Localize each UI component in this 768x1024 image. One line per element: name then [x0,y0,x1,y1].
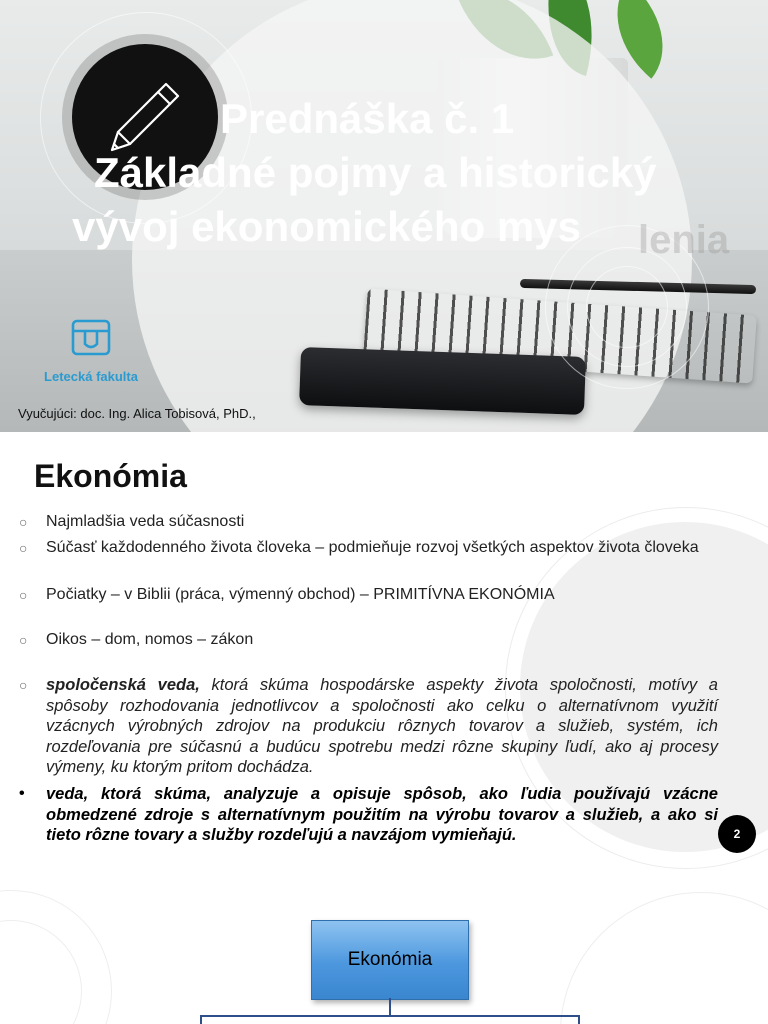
definition-item [19,675,718,778]
list-item [19,585,718,605]
list-item-text: Oikos – dom, nomos – zákon [46,631,254,648]
bullet-icon: ○ [19,514,28,530]
list-item-text: Najmladšia veda súčasnosti [46,513,245,530]
bullet-icon: • [19,785,25,802]
definition-item [19,784,718,846]
definition-text: ktorá skúma hospodárske aspekty života spoločnosti, motívy a spôsoby rozhodovania jednotlivcov a spoločnosti ako celku o alternatívnom využití vzácnych výrobných zdrojov na produkciu rôznych tovarov a služieb, systém, ich rozdeľovania pre súčasnú a budúcu spotrebu medzi rôzne skupiny ľudí, ako aj procesy výmeny, ku ktorým pritom dochádza. [46,676,718,776]
title-line-2: Základné pojmy a historický [94,149,657,196]
list-item [19,630,718,650]
title-line-1: Prednáška č. 1 [220,95,515,142]
bullet-icon: ○ [19,632,28,648]
content-slide [0,432,768,1024]
title-line-3: vývoj ekonomického mys [72,203,581,250]
smartphone [299,347,586,415]
bullet-icon: ○ [19,677,28,693]
list-item [19,512,718,532]
title-slide [0,0,768,432]
diagram-connector [578,1015,580,1024]
diagram-root-node: Ekonómia [311,920,469,1000]
definition-text: veda, ktorá skúma, analyzuje a opisuje spôsob, ako ľudia používajú vzácne obmedzené zdroje s alternatívnym použitím na výrobu tovarov a služieb, a ako si tieto rôzne tovary a služby rozdeľujú a navzájom vymieňajú. [46,785,718,844]
bullet-icon: ○ [19,540,28,556]
list-item [19,538,718,558]
diagram-connector [200,1015,202,1024]
list-item-text: Súčasť každodenného života človeka – podmieňuje rozvoj všetkých aspektov života človeka [46,539,699,556]
decorative-ring [560,892,768,1024]
diagram-connector [200,1015,580,1017]
faculty-name: Letecká fakulta [44,369,138,384]
list-item-text: Počiatky – v Biblii (práca, výmenný obchod) – PRIMITÍVNA EKONÓMIA [46,586,555,603]
faculty-logo-icon [70,318,112,358]
definition-lead: spoločenská veda, [46,676,200,694]
title-ghost-text: lenia [638,218,730,262]
lecturer-name: Vyučujúci: doc. Ing. Alica Tobisová, PhD., [18,406,256,421]
faculty-logo [36,318,146,384]
slide-heading: Ekonómia [34,458,187,494]
page-number: 2 [718,815,756,853]
diagram-connector [389,998,391,1016]
bullet-icon: ○ [19,587,28,603]
